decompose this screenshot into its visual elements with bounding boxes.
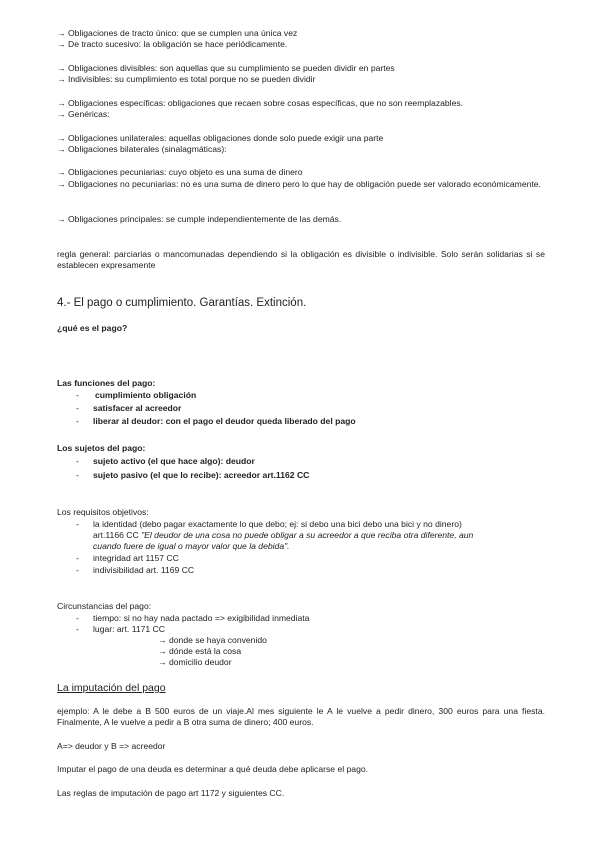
bullet-dash: - (76, 519, 79, 529)
list-item: integridad art 1157 CC (93, 553, 179, 563)
list-heading: Los sujetos del pago: (57, 443, 146, 453)
list-item: sujeto pasivo (el que lo recibe): acreedor art.1162 CC (93, 470, 310, 480)
text-line: → Obligaciones pecuniarias: cuyo objeto es una suma de dinero (57, 167, 303, 177)
text-line: → De tracto sucesivo: la obligación se hace periódicamente. (57, 39, 288, 49)
text-paragraph: → Obligaciones no pecuniarias: no es una suma de dinero pero lo que hay de obligación puede ser valorado económicamente. (57, 179, 541, 189)
text-line: → Obligaciones divisibles: son aquellas que su cumplimiento se pueden dividir en partes (57, 63, 395, 73)
text-line: Las reglas de imputación de pago art 1172 y siguientes CC. (57, 788, 285, 798)
text-line: → Genéricas: (57, 109, 110, 119)
question-heading: ¿qué es el pago? (57, 323, 128, 333)
bullet-dash: - (76, 456, 79, 466)
sub-item: → dónde está la cosa (158, 646, 242, 656)
text-line: → Obligaciones unilaterales: aquellas obligaciones donde solo puede exigir una parte (57, 133, 384, 143)
text-paragraph: ejemplo: A le debe a B 500 euros de un viaje.Al mes siguiente le A le vuelve a pedir dinero, 300 euros para una fiesta. Finalmente, A le vuelve a pedir a B otra suma de dinero; 400 euros. (57, 706, 545, 727)
list-heading: Circunstancias del pago: (57, 601, 152, 611)
list-item: liberar al deudor: con el pago el deudor queda liberado del pago (93, 416, 356, 426)
sub-item: → domicilio deudor (158, 657, 232, 667)
bullet-dash: - (76, 553, 79, 563)
list-item: satisfacer al acreedor (93, 403, 182, 413)
text-line: → Obligaciones de tracto único: que se cumplen una única vez (57, 28, 298, 38)
list-item: indivisibilidad art. 1169 CC (93, 565, 195, 575)
sub-item: → donde se haya convenido (158, 635, 267, 645)
list-item: la identidad (debo pagar exactamente lo que debo; ej: si debo una bici debo una bici y no dinero) (93, 519, 462, 529)
bullet-dash: - (76, 613, 79, 623)
bullet-dash: - (76, 403, 79, 413)
bullet-dash: - (76, 624, 79, 634)
list-item: tiempo: si no hay nada pactado => exigibilidad inmediata (93, 613, 310, 623)
text-line: A=> deudor y B => acreedor (57, 741, 166, 751)
bullet-dash: - (76, 390, 79, 400)
list-heading: Los requisitos objetivos: (57, 507, 149, 517)
list-item: sujeto activo (el que hace algo): deudor (93, 456, 255, 466)
subsection-heading: La imputación del pago (57, 682, 166, 694)
article-reference: art.1166 CC (93, 530, 142, 540)
text-line: Imputar el pago de una deuda es determinar a qué deuda debe aplicarse el pago. (57, 764, 369, 774)
bullet-dash: - (76, 470, 79, 480)
bullet-dash: - (76, 416, 79, 426)
text-line: → Obligaciones específicas: obligaciones que recaen sobre cosas específicas, que no son reemplazables. (57, 98, 464, 108)
list-item-continuation (93, 530, 473, 541)
text-line: → Obligaciones bilaterales (sinalagmáticas): (57, 144, 227, 154)
quote-text: cuando fuere de igual o mayor valor que la debida". (93, 541, 290, 551)
section-heading: 4.- El pago o cumplimiento. Garantías. Extinción. (57, 297, 307, 309)
list-item: lugar: art. 1171 CC (93, 624, 165, 634)
text-line: → Indivisibles: su cumplimiento es total porque no se pueden dividir (57, 74, 316, 84)
text-paragraph: regla general: parciarias o mancomunadas dependiendo si la obligación es divisible o indivisible. Solo serán solidarias si se establecen expresamente (57, 249, 545, 270)
text-line: → Obligaciones principales: se cumple independientemente de las demás. (57, 214, 342, 224)
list-item: cumplimiento obligación (95, 390, 197, 400)
list-heading: Las funciones del pago: (57, 378, 156, 388)
bullet-dash: - (76, 565, 79, 575)
quote-text: "El deudor de una cosa no puede obligar a su acreedor a que reciba otra diferente, aun (141, 530, 474, 540)
